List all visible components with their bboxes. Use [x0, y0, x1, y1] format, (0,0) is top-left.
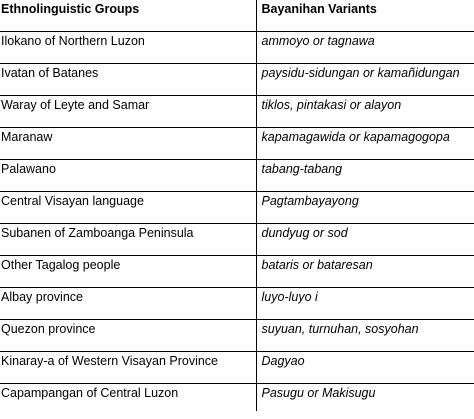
- variant-cell: tabang-tabang: [256, 159, 474, 191]
- variant-cell: kapamagawida or kapamagogopa: [256, 127, 474, 159]
- group-cell: Quezon province: [0, 319, 256, 351]
- group-cell: Central Visayan language: [0, 191, 256, 223]
- table-row: [0, 351, 474, 383]
- group-cell: Ivatan of Batanes: [0, 63, 256, 95]
- group-cell: Palawano: [0, 159, 256, 191]
- variant-cell: dundyug or sod: [256, 223, 474, 255]
- group-cell: Subanen of Zamboanga Peninsula: [0, 223, 256, 255]
- table-row: [0, 31, 474, 63]
- table-row: [0, 255, 474, 287]
- table-row: [0, 159, 474, 191]
- column-header-ethnolinguistic-groups: Ethnolinguistic Groups: [0, 0, 256, 31]
- table-row: [0, 95, 474, 127]
- table-row: [0, 319, 474, 351]
- variant-cell: paysidu-sidungan or kamañidungan: [256, 63, 474, 95]
- group-cell: Other Tagalog people: [0, 255, 256, 287]
- variant-cell: ammoyo or tagnawa: [256, 31, 474, 63]
- table-header-row: [0, 0, 474, 31]
- table-row: [0, 383, 474, 411]
- variant-cell: tiklos, pintakasi or alayon: [256, 95, 474, 127]
- table-row: [0, 287, 474, 319]
- group-cell: Waray of Leyte and Samar: [0, 95, 256, 127]
- group-cell: Capampangan of Central Luzon: [0, 383, 256, 411]
- group-cell: Albay province: [0, 287, 256, 319]
- variant-cell: Pasugu or Makisugu: [256, 383, 474, 411]
- group-cell: Ilokano of Northern Luzon: [0, 31, 256, 63]
- group-cell: Maranaw: [0, 127, 256, 159]
- group-cell: Kinaray-a of Western Visayan Province: [0, 351, 256, 383]
- table-row: [0, 63, 474, 95]
- variant-cell: bataris or bataresan: [256, 255, 474, 287]
- table-row: [0, 191, 474, 223]
- variant-cell: Pagtambayayong: [256, 191, 474, 223]
- table-row: [0, 223, 474, 255]
- variant-cell: luyo-luyo i: [256, 287, 474, 319]
- variant-cell: suyuan, turnuhan, sosyohan: [256, 319, 474, 351]
- column-header-bayanihan-variants: Bayanihan Variants: [261, 2, 377, 16]
- variant-cell: Dagyao: [256, 351, 474, 383]
- table-row: [0, 127, 474, 159]
